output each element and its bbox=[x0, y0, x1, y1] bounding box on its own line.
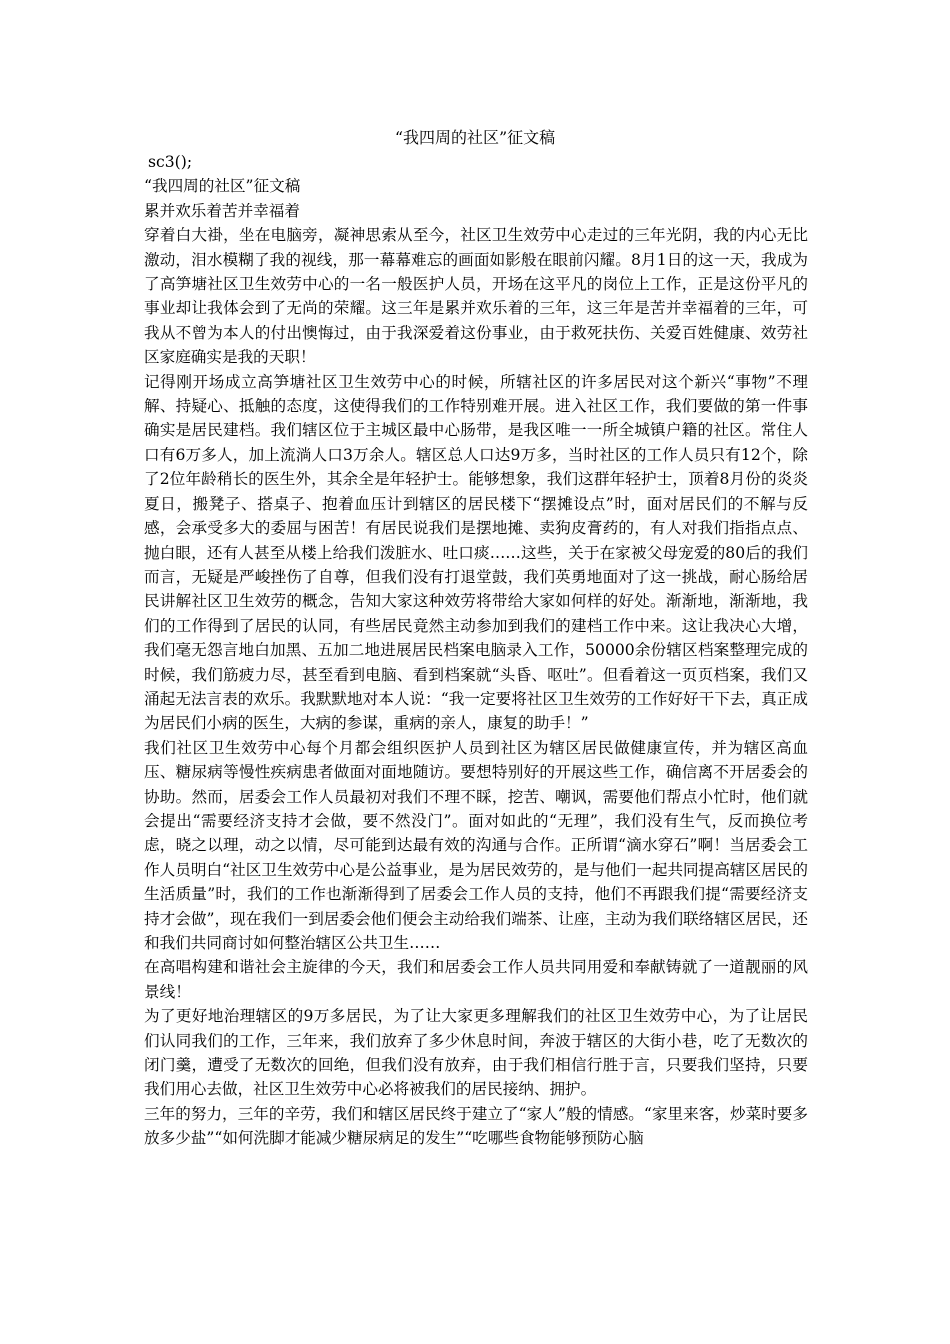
paragraph: 穿着白大褂，坐在电脑旁，凝神思索从至今，社区卫生效劳中心走过的三年光阴，我的内心无比激动，泪水模糊了我的视线，那一幕幕难忘的画面如影般在眼前闪耀。8月1日的这一天，我成为了高笋塘社区卫生效劳中心的一名一般医护人员，开场在这平凡的岗位上工作，正是这份平凡的事业却让我体会到了无尚的荣耀。这三年是累并欢乐着的三年，这三年是苦并幸福着的三年，可我从不曾为本人的付出懊悔过，由于我深爱着这份事业，由于救死扶伤、关爱百姓健康、效劳社区家庭确实是我的天职！ bbox=[144, 226, 808, 367]
paragraph: 我们社区卫生效劳中心每个月都会组织医护人员到社区为辖区居民做健康宣传，并为辖区高血压、糖尿病等慢性疾病患者做面对面地随访。要想特别好的开展这些工作，确信离不开居委会的协助。然而，居委会工作人员最初对我们不理不睬，挖苦、嘲讽，需要他们帮点小忙时，他们就会提出“需要经济支持才会做，要不然没门”。面对如此的“无理”，我们没有生气，反而换位考虑，晓之以理，动之以情，尽可能到达最有效的沟通与合作。正所谓“滴水穿石”啊！当居委会工作人员明白“社区卫生效劳中心是公益事业，是为居民效劳的，是与他们一起共同提高辖区居民的生活质量”时，我们的工作也渐渐得到了居委会工作人员的支持，他们不再跟我们提“需要经济支持才会做”，现在我们一到居委会他们便会主动给我们端茶、让座，主动为我们联络辖区居民，还和我们共同商讨如何整治辖区公共卫生…… bbox=[144, 738, 808, 952]
document-body bbox=[144, 150, 808, 1151]
paragraph: 累并欢乐着苦并幸福着 bbox=[144, 201, 300, 220]
paragraph: “我四周的社区”征文稿 bbox=[144, 177, 301, 196]
paragraph: sc3(); bbox=[148, 153, 193, 171]
paragraph: 三年的努力，三年的辛劳，我们和辖区居民终于建立了“家人”般的情感。“家里来客，炒菜时要多放多少盐”“如何洗脚才能减少糖尿病足的发生”“吃哪些食物能够预防心脑 bbox=[144, 1104, 808, 1148]
paragraph: 记得刚开场成立高笋塘社区卫生效劳中心的时候，所辖社区的许多居民对这个新兴“事物”不理解、持疑心、抵触的态度，这使得我们的工作特别难开展。进入社区工作，我们要做的第一件事确实是居民建档。我们辖区位于主城区最中心肠带，是我区唯一一所全城镇户籍的社区。常住人口有6万多人，加上流淌人口3万余人。辖区总人口达9万多，当时社区的工作人员只有12个，除了2位年龄稍长的医生外，其余全是年轻护士。能够想象，我们这群年轻护士，顶着8月份的炎炎夏日，搬凳子、搭桌子、抱着血压计到辖区的居民楼下“摆摊设点”时，面对居民们的不解与反感，会承受多大的委屈与困苦！有居民说我们是摆地摊、卖狗皮膏药的，有人对我们指指点点、抛白眼，还有人甚至从楼上给我们泼脏水、吐口痰……这些，关于在家被父母宠爱的80后的我们而言，无疑是严峻挫伤了自尊，但我们没有打退堂鼓，我们英勇地面对了这一挑战，耐心肠给居民讲解社区卫生效劳的概念，告知大家这种效劳将带给大家如何样的好处。渐渐地，渐渐地，我们的工作得到了居民的认同，有些居民竟然主动参加到我们的建档工作中来。这让我决心大增，我们毫无怨言地白加黑、五加二地进展居民档案电脑录入工作，50000余份辖区档案整理完成的时候，我们筋疲力尽，甚至看到电脑、看到档案就“头昏、呕吐”。但看着这一页页档案，我们又涌起无法言表的欢乐。我默默地对本人说：“我一定要将社区卫生效劳的工作好好干下去，真正成为居民们小病的医生，大病的参谋，重病的亲人，康复的助手！” bbox=[144, 372, 808, 733]
paragraph: 在高唱构建和谐社会主旋律的今天，我们和居委会工作人员共同用爱和奉献铸就了一道靓丽的风景线！ bbox=[144, 958, 808, 1001]
paragraph: 为了更好地治理辖区的9万多居民，为了让大家更多理解我们的社区卫生效劳中心，为了让居民们认同我们的工作，三年来，我们放弃了多少休息时间，奔波于辖区的大街小巷，吃了无数次的闭门羹，遭受了无数次的回绝，但我们没有放弃，由于我们相信行胜于言，只要我们坚持，只要我们用心去做，社区卫生效劳中心必将被我们的居民接纳、拥护。 bbox=[144, 1007, 808, 1099]
document-title: “我四周的社区”征文稿 bbox=[394, 128, 556, 147]
